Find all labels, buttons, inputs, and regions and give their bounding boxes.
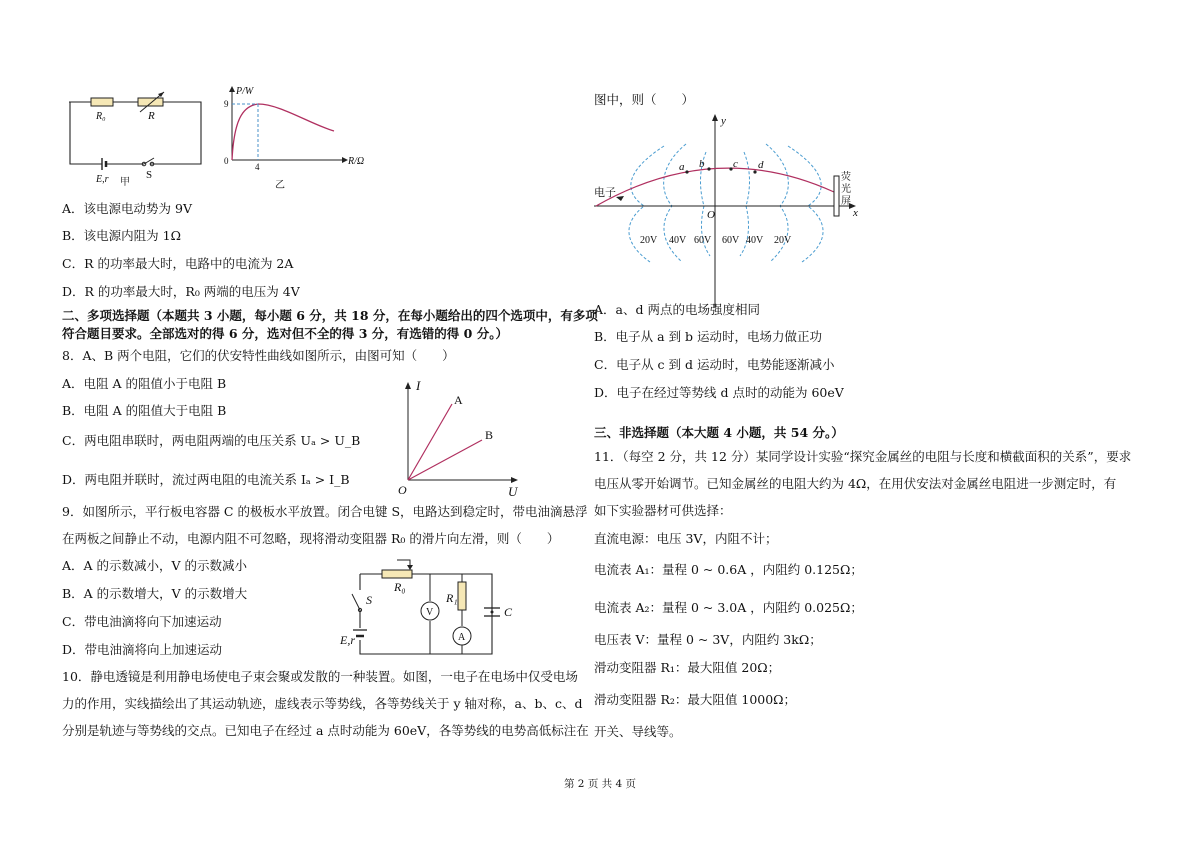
section2-heading-line2: 符合题目要求。全部选对的得 6 分，选对但不全的得 3 分，有选错的得 0 分。）	[62, 326, 508, 341]
section2-heading-line1: 二、多项选择题（本题共 3 小题，每小题 6 分，共 18 分，在每小题给出的四个选项中，有多项	[62, 308, 598, 323]
q10-option-d: D．电子在经过等势线 d 点时的动能为 60eV	[594, 385, 844, 400]
q7-option-c: C．R 的功率最大时，电路中的电流为 2A	[62, 256, 294, 271]
q8-option-c: C．两电阻串联时，两电阻两端的电压关系 Uₐ > U_B	[62, 433, 361, 448]
fig8-origin: O	[398, 483, 407, 497]
fig8-y-axis: I	[416, 378, 421, 393]
circuit-jia-diagram	[66, 92, 206, 188]
caption-jia: 甲	[120, 177, 130, 188]
y-tick-9: 9	[224, 99, 229, 109]
x-tick-4: 4	[255, 162, 260, 172]
y-axis-label: P/W	[236, 86, 254, 97]
q9-option-d: D．带电油滴将向上加速运动	[62, 642, 223, 657]
fig10-point-d: d	[758, 159, 764, 171]
caption-yi: 乙	[275, 180, 285, 191]
fig8-line-a: A	[454, 393, 463, 407]
equipment-rheostat-r1: 滑动变阻器 R₁：最大阻值 20Ω；	[594, 660, 781, 675]
fig8-line-b: B	[485, 428, 494, 442]
q10-stem-line1: 10．静电透镜是利用静电场使电子束会聚或发散的一种装置。如图，一电子在电场中仅受电场	[62, 669, 578, 684]
fig10-origin: O	[707, 209, 715, 221]
fig10-point-a: a	[679, 161, 685, 173]
q10-stem-line2: 力的作用，实线描绘出了其运动轨迹，虚线表示等势线，各等势线关于 y 轴对称，a、b、c、d	[62, 696, 583, 711]
electrostatic-lens-fig10	[594, 112, 864, 312]
fig10-screen-2: 光	[841, 184, 851, 195]
q11-stem-line3: 如下实验器材可供选择：	[594, 503, 732, 518]
equipment-ammeter-a1: 电流表 A₁：量程 0 ~ 0.6A ，内阻约 0.125Ω；	[594, 562, 863, 577]
fig10-potential-2: 40V	[669, 235, 687, 246]
fig9-R1: R₁	[446, 591, 458, 605]
fig9-A: A	[458, 632, 466, 643]
fig9-V: V	[426, 607, 434, 618]
q10-option-c: C．电子从 c 到 d 运动时，电势能逐渐减小	[594, 357, 835, 372]
q10-option-b: B．电子从 a 到 b 运动时，电场力做正功	[594, 329, 823, 344]
x-axis-label: R/Ω	[348, 156, 365, 167]
circuit-fig9	[340, 556, 540, 660]
q11-stem-line2: 电压从零开始调节。已知金属丝的电阻大约为 4Ω，在用伏安法对金属丝电阻进一步测定时，有	[594, 476, 1117, 491]
fig10-potential-1: 20V	[640, 235, 658, 246]
fig10-potential-5: 40V	[746, 235, 764, 246]
fig10-screen-1: 荧	[841, 172, 851, 183]
q9-stem-line2: 在两板之间静止不动，电源内阻不可忽略，现将滑动变阻器 R₀ 的滑片向左滑，则（ ）	[62, 531, 560, 546]
page-number: 第 2 页 共 4 页	[563, 778, 637, 790]
q7-option-b: B．该电源内阻为 1Ω	[62, 228, 181, 243]
section3-heading: 三、非选择题（本大题 4 小题，共 54 分。）	[594, 425, 844, 440]
fig10-potential-6: 20V	[774, 235, 792, 246]
equipment-voltmeter: 电压表 V：量程 0 ~ 3V，内阻约 3kΩ；	[594, 632, 822, 647]
q9-option-c: C．带电油滴将向下加速运动	[62, 614, 222, 629]
q10-option-a: A．a、d 两点的电场强度相同	[594, 302, 760, 317]
fig10-potential-3: 60V	[694, 235, 712, 246]
fig9-Er: E,r	[340, 633, 355, 647]
label-R0: R₀	[96, 111, 106, 122]
q7-option-a: A．该电源电动势为 9V	[62, 201, 192, 216]
equipment-switch-wires: 开关、导线等。	[594, 724, 682, 739]
fig10-x-axis: x	[853, 207, 858, 219]
fig10-screen-3: 屏	[841, 196, 851, 207]
origin-label: 0	[224, 156, 229, 166]
label-Er: E,r	[96, 174, 109, 185]
q9-option-a: A．A 的示数减小，V 的示数减小	[62, 558, 248, 573]
equipment-ammeter-a2: 电流表 A₂：量程 0 ~ 3.0A ，内阻约 0.025Ω；	[594, 600, 863, 615]
q9-option-b: B．A 的示数增大，V 的示数增大	[62, 586, 248, 601]
q11-stem-line1: 11．（每空 2 分，共 12 分）某同学设计实验“探究金属丝的电阻与长度和横截面积的关系”，要求	[594, 449, 1132, 464]
fig8-x-axis: U	[508, 484, 518, 499]
q9-stem-line1: 9．如图所示，平行板电容器 C 的极板水平放置。闭合电键 S，电路达到稳定时，带电油滴悬浮	[62, 504, 588, 519]
q10-stem-line3: 分别是轨迹与等势线的交点。已知电子在经过 a 点时动能为 60eV，各等势线的电势高低标注在	[62, 723, 589, 738]
fig9-R0: R₀	[394, 580, 406, 594]
label-R: R	[148, 110, 155, 122]
q8-stem: 8．A、B 两个电阻，它们的伏安特性曲线如图所示，由图可知（ ）	[62, 348, 455, 363]
q8-option-b: B．电阻 A 的阻值大于电阻 B	[62, 403, 227, 418]
equipment-power: 直流电源：电压 3V，内阻不计；	[594, 531, 778, 546]
fig10-potential-4: 60V	[722, 235, 740, 246]
q8-option-a: A．电阻 A 的阻值小于电阻 B	[62, 376, 227, 391]
label-S: S	[146, 169, 153, 181]
fig10-point-b: b	[699, 158, 705, 170]
fig9-C: C	[504, 605, 513, 619]
fig10-point-c: c	[733, 158, 738, 170]
iv-graph-fig8	[396, 380, 526, 500]
fig9-S: S	[366, 593, 372, 607]
equipment-rheostat-r2: 滑动变阻器 R₂：最大阻值 1000Ω；	[594, 692, 797, 707]
q8-option-d: D．两电阻并联时，流过两电阻的电流关系 Iₐ > I_B	[62, 472, 350, 487]
q7-option-d: D．R 的功率最大时，R₀ 两端的电压为 4V	[62, 284, 300, 299]
q10-stem-cont: 图中，则（ ）	[594, 92, 695, 107]
fig10-electron: 电子	[594, 187, 616, 199]
power-graph-yi	[220, 86, 370, 196]
fig10-y-axis: y	[721, 115, 726, 127]
